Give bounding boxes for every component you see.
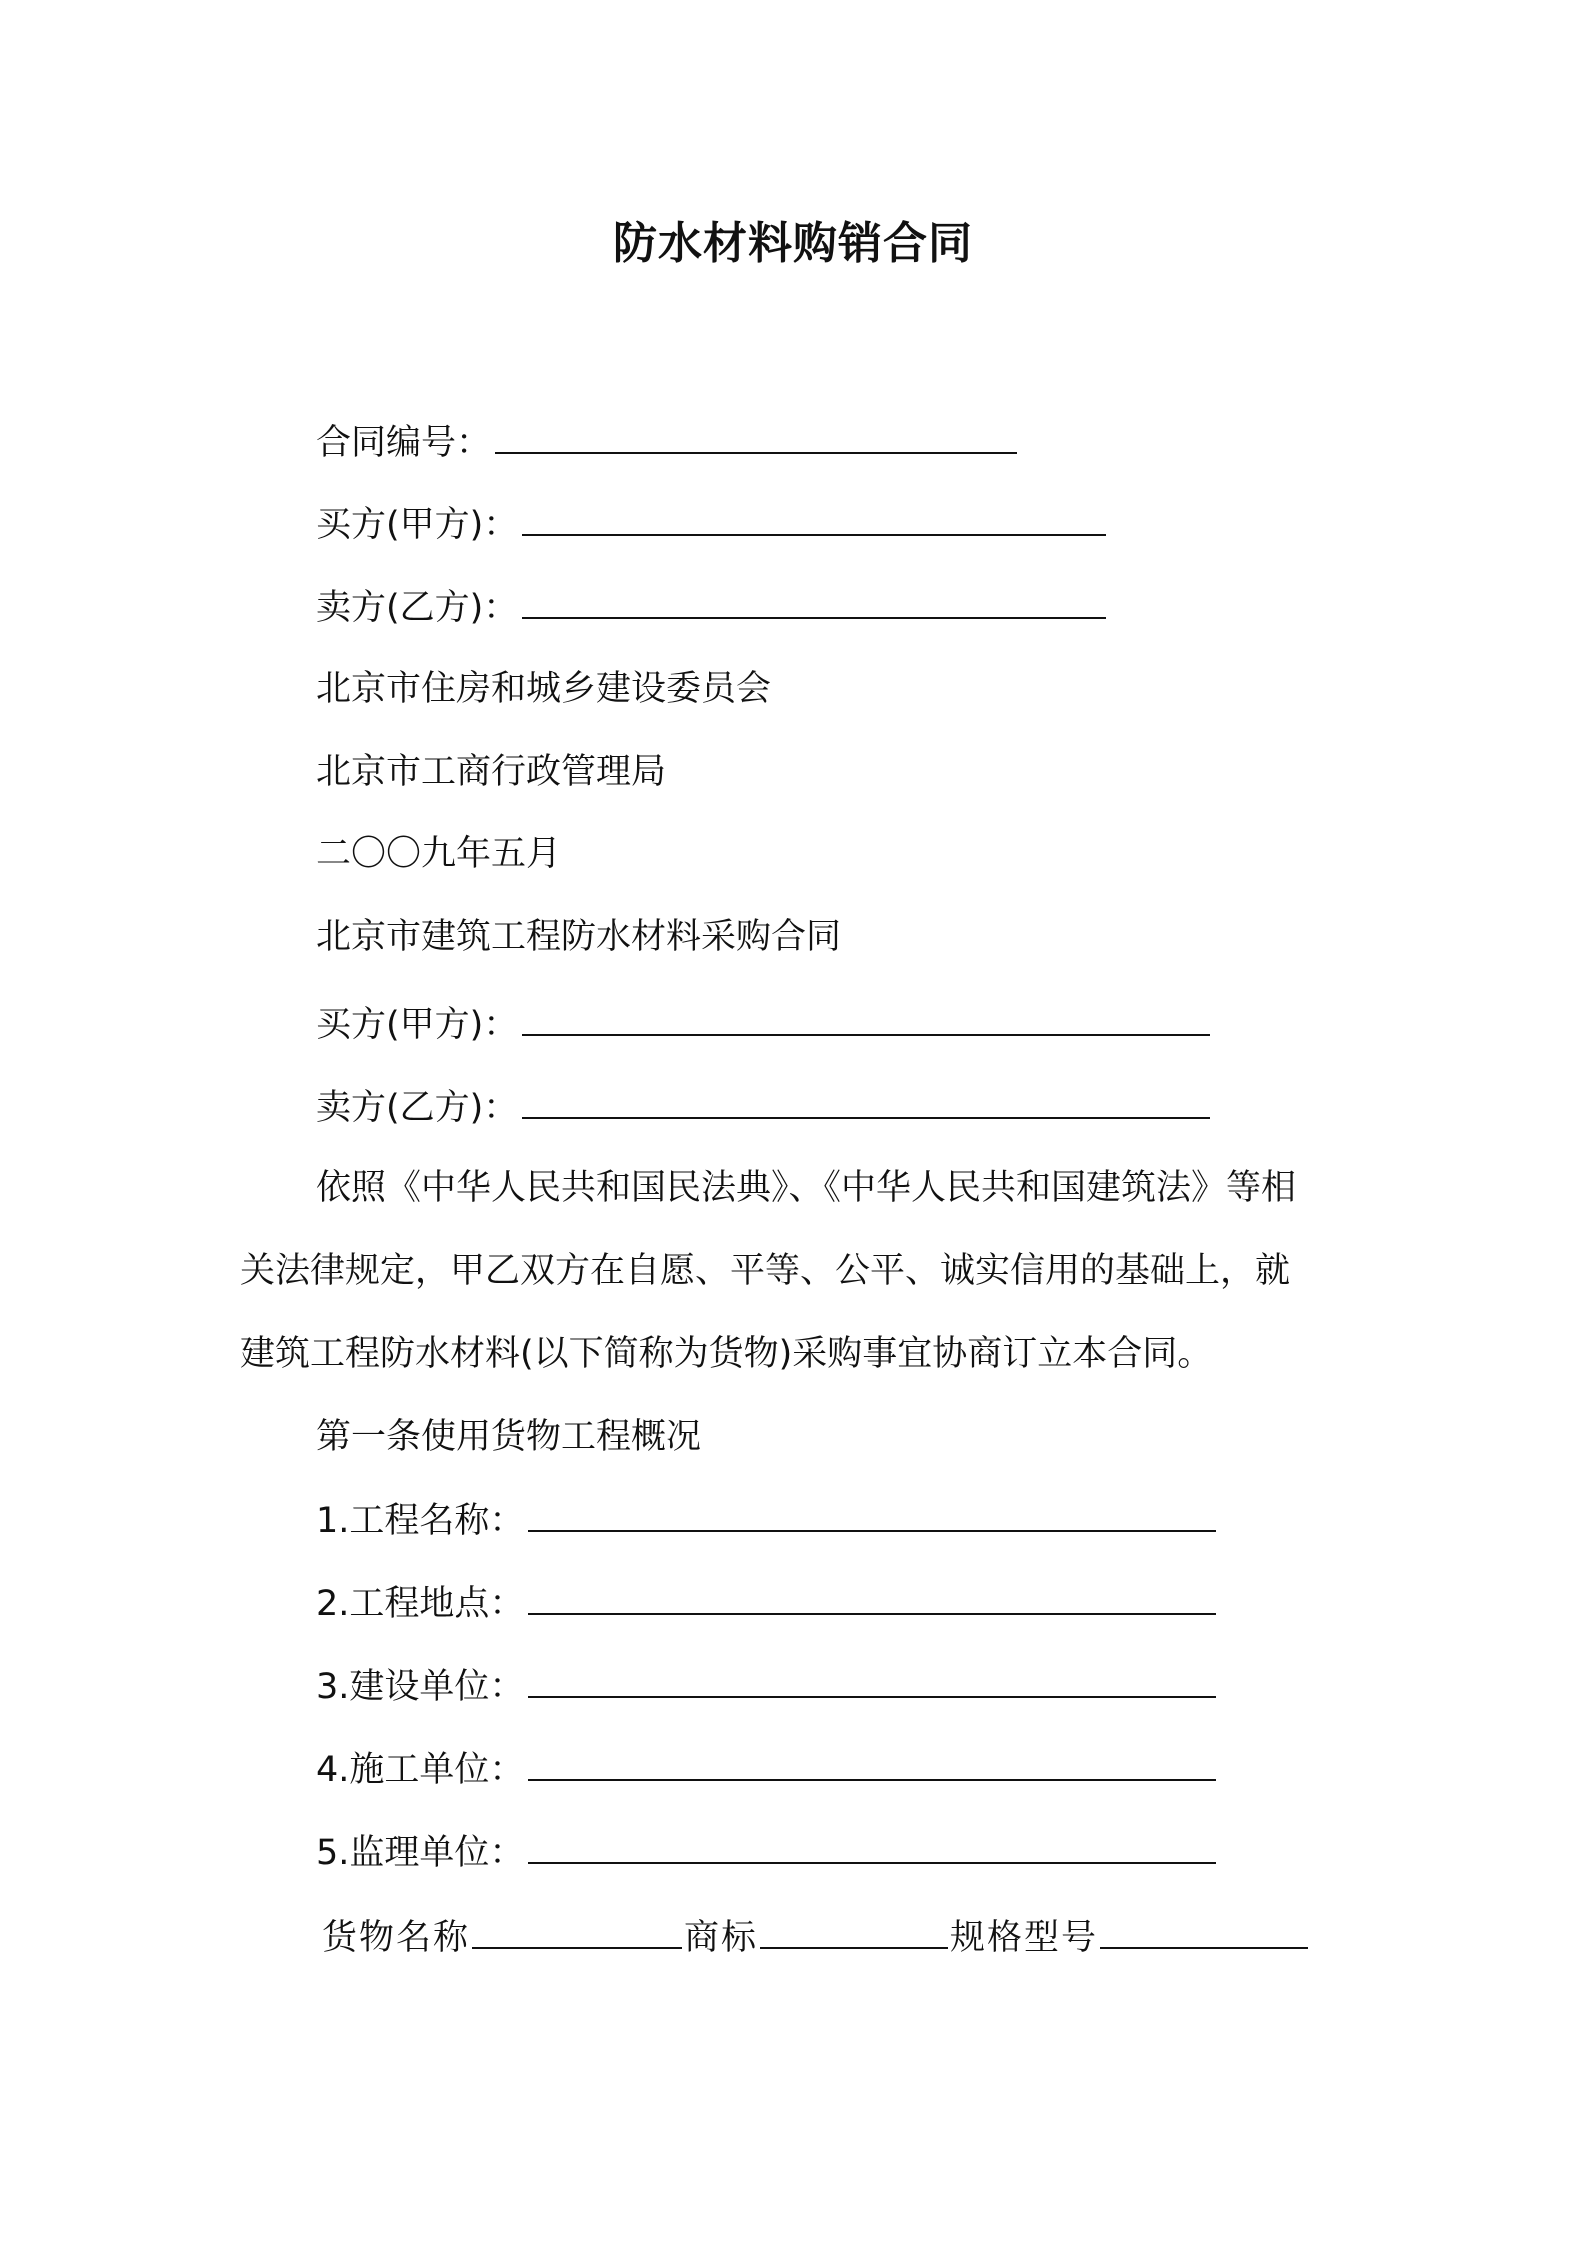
buyer-field xyxy=(316,500,1106,550)
construction-unit-field xyxy=(316,1662,1216,1712)
spec-blank[interactable] xyxy=(1100,1913,1308,1949)
brand-blank[interactable] xyxy=(760,1913,948,1949)
field-label: 1.工程名称： xyxy=(316,1501,525,1541)
field-label: 买方(甲方)： xyxy=(316,1005,519,1045)
spec-label: 规格型号 xyxy=(950,1918,1099,1958)
seller-field xyxy=(316,583,1106,633)
buyer-blank[interactable] xyxy=(522,500,1106,536)
field-label: 5.监理单位： xyxy=(316,1833,525,1873)
preamble-line-3: 建筑工程防水材料(以下简称为货物)采购事宜协商订立本合同。 xyxy=(240,1334,1213,1374)
project-name-field xyxy=(316,1496,1216,1546)
field-label: 买方(甲方)： xyxy=(316,505,519,545)
field-label: 合同编号： xyxy=(316,423,492,463)
field-label: 4.施工单位： xyxy=(316,1750,525,1790)
preamble-line-1: 依照《中华人民共和国民法典》、《中华人民共和国建筑法》等相 xyxy=(316,1168,1297,1208)
seller-blank[interactable] xyxy=(522,583,1106,619)
contract-subtitle: 北京市建筑工程防水材料采购合同 xyxy=(316,917,842,957)
goods-name-label: 货物名称 xyxy=(322,1918,471,1958)
project-location-field xyxy=(316,1579,1216,1629)
builder-unit-field xyxy=(316,1745,1216,1795)
article-1-heading: 第一条使用货物工程概况 xyxy=(316,1417,702,1457)
brand-label: 商标 xyxy=(684,1918,759,1958)
contract-number-field xyxy=(316,418,1017,468)
field-label: 卖方(乙方)： xyxy=(316,1088,519,1128)
issuer-1: 北京市住房和城乡建设委员会 xyxy=(316,669,772,709)
party-seller-blank[interactable] xyxy=(522,1083,1210,1119)
issuer-2: 北京市工商行政管理局 xyxy=(316,752,667,792)
contract-number-blank[interactable] xyxy=(495,418,1017,454)
field-label: 卖方(乙方)： xyxy=(316,588,519,628)
party-buyer-blank[interactable] xyxy=(522,1000,1210,1036)
preamble-line-2: 关法律规定，甲乙双方在自愿、平等、公平、诚实信用的基础上，就 xyxy=(240,1251,1291,1291)
field-label: 2.工程地点： xyxy=(316,1584,525,1624)
supervisor-unit-field xyxy=(316,1828,1216,1878)
goods-name-blank[interactable] xyxy=(472,1913,682,1949)
document-title: 防水材料购销合同 xyxy=(613,218,973,269)
party-buyer-field xyxy=(316,1000,1210,1050)
construction-unit-blank[interactable] xyxy=(528,1662,1216,1698)
project-name-blank[interactable] xyxy=(528,1496,1216,1532)
party-seller-field xyxy=(316,1083,1210,1133)
issue-date: 二〇〇九年五月 xyxy=(316,834,562,874)
field-label: 3.建设单位： xyxy=(316,1667,525,1707)
goods-info-row xyxy=(322,1913,1310,1963)
project-location-blank[interactable] xyxy=(528,1579,1216,1615)
builder-unit-blank[interactable] xyxy=(528,1745,1216,1781)
supervisor-unit-blank[interactable] xyxy=(528,1828,1216,1864)
